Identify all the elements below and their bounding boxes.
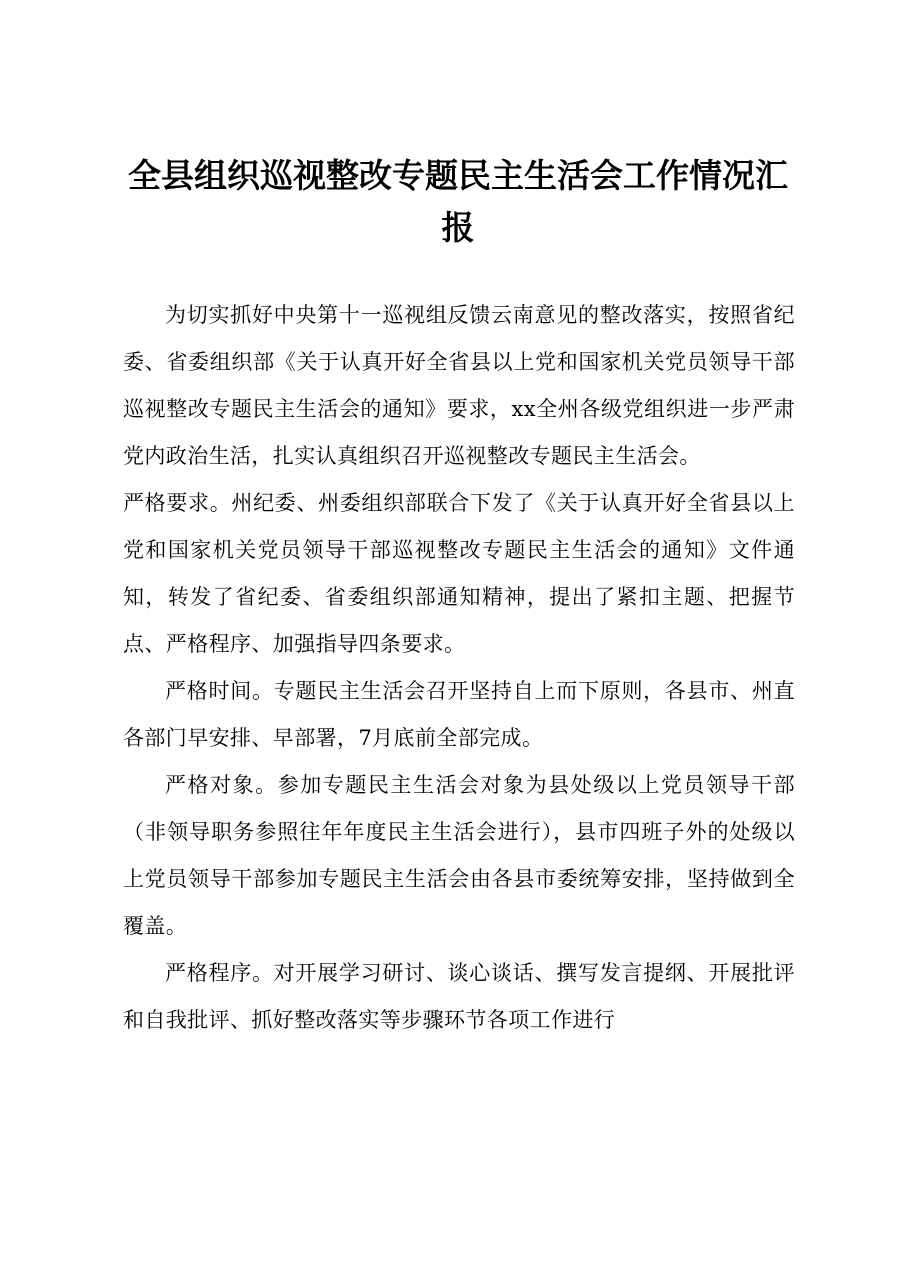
document-title: 全县组织巡视整改专题民主生活会工作情况汇报	[128, 156, 788, 247]
paragraph-strict-time: 严格时间。专题民主生活会召开坚持自上而下原则，各县市、州直各部门早安排、早部署，7月底前全部完成。	[123, 679, 795, 750]
paragraph-intro: 为切实抓好中央第十一巡视组反馈云南意见的整改落实，按照省纪委、省委组织部《关于认真开好全省县以上党和国家机关党员领导干部巡视整改专题民主生活会的通知》要求，xx全州各级党组织进一步严肃党内政治生活，扎实认真组织召开巡视整改专题民主生活会。	[123, 303, 795, 468]
paragraph-strict-requirements: 严格要求。州纪委、州委组织部联合下发了《关于认真开好全省县以上党和国家机关党员领导干部巡视整改专题民主生活会的通知》文件通知，转发了省纪委、省委组织部通知精神，提出了紧扣主题、把握节点、严格程序、加强指导四条要求。	[123, 491, 795, 656]
paragraph-strict-targets: 严格对象。参加专题民主生活会对象为县处级以上党员领导干部（非领导职务参照往年年度民主生活会进行），县市四班子外的处级以上党员领导干部参加专题民主生活会由各县市委统筹安排，坚持做到全覆盖。	[123, 773, 795, 938]
paragraph-strict-procedure: 严格程序。对开展学习研讨、谈心谈话、撰写发言提纲、开展批评和自我批评、抓好整改落实等步骤环节各项工作进行	[123, 961, 795, 1032]
document-body	[123, 292, 795, 1044]
